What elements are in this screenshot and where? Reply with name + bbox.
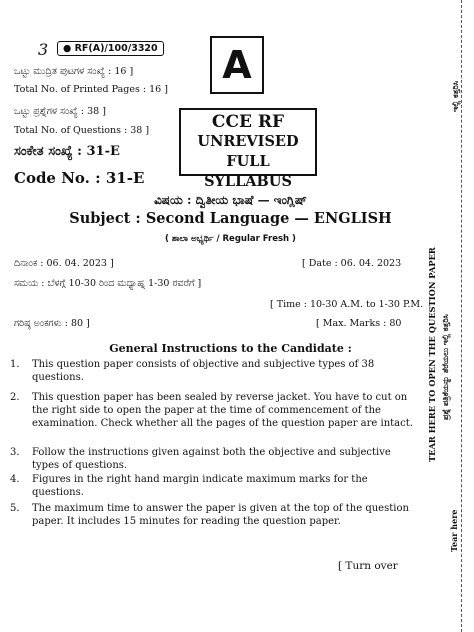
exam-title-line-2: UNREVISED <box>197 133 299 150</box>
instruction-number: 5. <box>10 503 20 514</box>
tear-here-short: Tear here <box>449 509 459 552</box>
instruction-item <box>10 358 415 384</box>
max-marks-english: [ Max. Marks : 80 <box>316 318 402 329</box>
total-questions-kannada: ಒಟ್ಟು ಪ್ರಶ್ನೆಗಳ ಸಂಖ್ಯೆ : 38 ] <box>14 106 106 117</box>
version-letter: A <box>222 43 252 87</box>
subject-kannada: ವಿಷಯ : ದ್ವಿತೀಯ ಭಾಷೆ — ಇಂಗ್ಲಿಷ್ <box>154 193 307 207</box>
instruction-item <box>10 446 415 472</box>
exam-title-line-1: CCE RF <box>211 112 285 132</box>
max-marks-kannada: ಗರಿಷ್ಠ ಅಂಕಗಳು : 80 ] <box>14 318 90 329</box>
total-questions-english: Total No. of Questions : 38 ] <box>14 125 150 136</box>
paper-code-box: ● RF(A)/100/3320 <box>57 41 164 56</box>
printed-pages-english: Total No. of Printed Pages : 16 ] <box>14 84 168 95</box>
instruction-text: Follow the instructions given against both the objective and subjective types of questions. <box>32 447 391 472</box>
tear-here-english: TEAR HERE TO OPEN THE QUESTION PAPER <box>427 247 437 462</box>
instruction-item <box>10 391 415 431</box>
printed-pages-kannada: ಒಟ್ಟು ಮುದ್ರಿತ ಪುಟಗಳ ಸಂಖ್ಯೆ : 16 ] <box>14 66 134 77</box>
tear-line <box>461 0 462 632</box>
exam-title-line-3: FULL SYLLABUS <box>204 153 292 190</box>
instructions-heading: General Instructions to the Candidate : <box>109 342 352 355</box>
instruction-text: Figures in the right hand margin indicate maximum marks for the questions. <box>32 474 368 499</box>
time-english: [ Time : 10-30 A.M. to 1-30 P.M. <box>270 299 424 310</box>
code-number-kannada: ಸಂಕೇತ ಸಂಖ್ಯೆ : 31-E <box>14 144 120 159</box>
time-kannada: ಸಮಯ : ಬೆಳಗ್ಗೆ 10-30 ರಿಂದ ಮಧ್ಯಾಹ್ನ 1-30 ರವರೆಗೆ ] <box>14 278 202 289</box>
instruction-text: The maximum time to answer the paper is given at the top of the question paper. It includes 15 minutes for reading the question paper. <box>32 503 409 528</box>
candidate-type: ( ಶಾಲಾ ಅಭ್ಯರ್ಥಿ / Regular Fresh ) <box>165 234 296 244</box>
cut-here-kannada: ಇಲ್ಲಿ ಕತ್ತರಿಸಿ <box>450 80 460 112</box>
instruction-number: 2. <box>10 392 20 403</box>
date-english: [ Date : 06. 04. 2023 <box>302 258 402 269</box>
instruction-number: 4. <box>10 474 20 485</box>
date-kannada: ದಿನಾಂಕ : 06. 04. 2023 ] <box>14 258 114 269</box>
instruction-text: This question paper has been sealed by reverse jacket. You have to cut on the right side to open the paper at the time of commencement of the examination. Check whether all the pages of the question paper are intact. <box>32 392 413 430</box>
exam-title-box <box>179 108 317 190</box>
instruction-number: 3. <box>10 447 20 458</box>
version-box <box>210 36 264 94</box>
instruction-item <box>10 473 415 499</box>
code-number-english: Code No. : 31-E <box>14 169 145 187</box>
page-number: 3 <box>38 40 49 59</box>
instruction-number: 1. <box>10 359 20 370</box>
instruction-item <box>10 502 415 528</box>
instruction-text: This question paper consists of objective and subjective types of 38 questions. <box>32 359 375 384</box>
turn-over-label: [ Turn over <box>338 560 398 572</box>
subject-english: Subject : Second Language — ENGLISH <box>69 210 392 227</box>
tear-here-kannada: ಪ್ರಶ್ನೆ ಪತ್ರಿಕೆಯನ್ನು ತೆರೆಯಲು ಇಲ್ಲಿ ಕತ್ತರಿಸಿ <box>440 314 450 420</box>
